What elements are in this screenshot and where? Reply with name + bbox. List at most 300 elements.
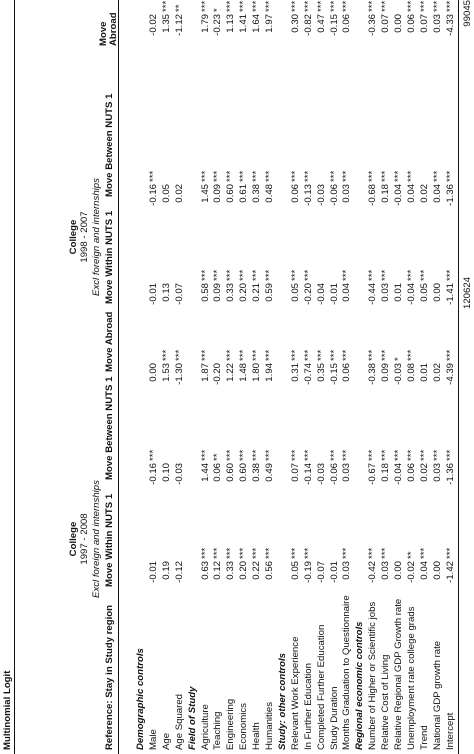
significance-stars: *** xyxy=(238,449,250,461)
table-cell xyxy=(367,156,378,213)
table-cell xyxy=(148,156,159,213)
coefficient: 1.44 xyxy=(199,463,211,482)
table-cell xyxy=(406,533,417,590)
coefficient: -1.36 xyxy=(444,184,456,206)
significance-stars: *** xyxy=(341,269,353,281)
reference-label: Reference: Stay in Study region xyxy=(104,604,115,750)
coefficient: -0.20 xyxy=(302,283,314,305)
coefficient: 0.00 xyxy=(393,561,404,580)
significance-stars: *** xyxy=(225,547,237,559)
coefficient: 0.02 xyxy=(173,184,185,203)
table-cell xyxy=(161,255,172,312)
coefficient: 0.18 xyxy=(380,463,392,482)
significance-stars: *** xyxy=(225,349,237,361)
coefficient: 0.33 xyxy=(225,561,237,580)
table-cell xyxy=(316,156,327,213)
significance-stars: *** xyxy=(264,547,275,559)
coefficient: 0.05 xyxy=(289,283,301,302)
table-cell xyxy=(264,0,275,43)
coefficient: 0.22 xyxy=(251,561,263,580)
coefficient: 1.41 xyxy=(238,14,250,33)
coefficient: 0.08 xyxy=(405,363,417,382)
table-cell xyxy=(212,335,223,392)
table-cell xyxy=(367,533,378,590)
coefficient: 0.04 xyxy=(431,184,443,203)
coefficient: 0.03 xyxy=(341,561,353,580)
table-cell xyxy=(445,255,456,312)
table-cell xyxy=(380,0,391,43)
coefficient: 0.49 xyxy=(264,463,275,482)
significance-stars xyxy=(393,0,404,14)
table-cell xyxy=(419,255,430,312)
significance-stars: *** xyxy=(367,349,379,361)
table-cell xyxy=(200,0,211,43)
section-header: Regional economic controls xyxy=(354,621,366,750)
significance-stars: *** xyxy=(418,269,430,281)
table-cell xyxy=(264,335,275,392)
table-cell xyxy=(303,0,314,43)
coefficient: -0.04 xyxy=(405,283,417,305)
coefficient: 0.09 xyxy=(380,363,392,382)
significance-stars: *** xyxy=(199,170,211,182)
significance-stars: *** xyxy=(302,170,314,182)
coefficient: 0.03 xyxy=(341,184,353,203)
coefficient: -0.03 xyxy=(315,184,327,206)
coefficient: -0.07 xyxy=(173,283,185,305)
row-label: Teaching xyxy=(212,711,224,750)
table-cell xyxy=(380,435,391,492)
significance-stars: *** xyxy=(147,170,159,182)
significance-stars: *** xyxy=(380,269,392,281)
coefficient: 1.35 xyxy=(160,14,172,33)
significance-stars: *** xyxy=(444,547,456,559)
significance-stars: *** xyxy=(238,170,250,182)
coefficient: 0.56 xyxy=(264,561,275,580)
row-label: Engineering xyxy=(225,698,237,750)
significance-stars xyxy=(316,255,327,283)
table-cell xyxy=(161,335,172,392)
row-label: Age xyxy=(160,732,172,750)
significance-stars: *** xyxy=(264,449,275,461)
significance-stars xyxy=(174,156,185,184)
table-cell xyxy=(380,335,391,392)
table-cell xyxy=(329,0,340,43)
significance-stars xyxy=(148,335,159,363)
table-cell xyxy=(290,156,301,213)
table-cell xyxy=(290,435,301,492)
coefficient: 0.05 xyxy=(160,184,172,203)
coefficient: -0.06 xyxy=(328,463,340,485)
table-cell xyxy=(316,255,327,312)
table-cell xyxy=(225,0,236,43)
table-cell xyxy=(419,0,430,43)
significance-stars: *** xyxy=(264,0,275,12)
significance-stars: *** xyxy=(380,170,392,182)
coefficient: -0.15 xyxy=(328,14,340,36)
significance-stars: *** xyxy=(225,0,237,12)
significance-stars: *** xyxy=(405,170,417,182)
coefficient: -0.67 xyxy=(367,463,379,485)
significance-stars: *** xyxy=(328,349,340,361)
col-header-4: Move Within NUTS 1 xyxy=(104,210,115,304)
coefficient: 0.58 xyxy=(199,283,211,302)
table-cell xyxy=(341,156,352,213)
table-cell xyxy=(445,435,456,492)
significance-stars: *** xyxy=(251,449,263,461)
significance-stars xyxy=(393,533,404,561)
coefficient: 0.59 xyxy=(264,283,275,302)
table-cell xyxy=(225,255,236,312)
significance-stars: *** xyxy=(302,269,314,281)
coefficient: 1.97 xyxy=(264,14,275,33)
table-cell xyxy=(251,533,262,590)
coefficient: 0.01 xyxy=(393,283,404,302)
coefficient: 0.00 xyxy=(431,283,443,302)
coefficient: 0.60 xyxy=(238,463,250,482)
coefficient: 0.20 xyxy=(238,561,250,580)
significance-stars: *** xyxy=(444,269,456,281)
significance-stars: *** xyxy=(341,349,353,361)
coefficient: -0.16 xyxy=(147,463,159,485)
coefficient: 0.09 xyxy=(212,184,224,203)
row-label: National GDP growth rate xyxy=(431,640,443,750)
significance-stars: *** xyxy=(160,349,172,361)
significance-stars xyxy=(316,156,327,184)
coefficient: -4.33 xyxy=(444,14,456,36)
col-header-3: Move Abroad xyxy=(104,311,115,372)
table-cell xyxy=(148,255,159,312)
table-cell xyxy=(419,435,430,492)
table-cell xyxy=(161,0,172,43)
significance-stars: *** xyxy=(212,170,224,182)
significance-stars: *** xyxy=(393,170,404,182)
coefficient: 0.06 xyxy=(405,463,417,482)
significance-stars: *** xyxy=(367,449,379,461)
table-cell xyxy=(251,255,262,312)
table-cell xyxy=(406,156,417,213)
table-cell xyxy=(303,335,314,392)
table-cell xyxy=(445,156,456,213)
coefficient: -0.01 xyxy=(147,561,159,583)
significance-stars: *** xyxy=(289,449,301,461)
significance-stars: *** xyxy=(367,269,379,281)
table-cell xyxy=(251,0,262,43)
coefficient: 0.02 xyxy=(418,463,430,482)
table-cell xyxy=(161,156,172,213)
significance-stars: *** xyxy=(251,170,263,182)
row-label: Trend xyxy=(418,725,430,750)
significance-stars: *** xyxy=(302,547,314,559)
table-cell xyxy=(341,255,352,312)
table-cell xyxy=(380,255,391,312)
table-cell xyxy=(290,255,301,312)
table-cell xyxy=(393,255,404,312)
table-cell xyxy=(200,255,211,312)
significance-stars: *** xyxy=(147,449,159,461)
table-cell xyxy=(367,435,378,492)
table-cell xyxy=(212,0,223,43)
table-cell xyxy=(264,156,275,213)
coefficient: 1.64 xyxy=(251,14,263,33)
table-cell xyxy=(290,533,301,590)
significance-stars: *** xyxy=(238,0,250,12)
coefficient: 0.06 xyxy=(289,184,301,203)
coefficient: 1.87 xyxy=(199,363,211,382)
table-cell xyxy=(432,435,443,492)
group2-years: 1998 - 2007 xyxy=(79,211,90,263)
coefficient: -0.68 xyxy=(367,184,379,206)
significance-stars: *** xyxy=(341,449,353,461)
significance-stars: *** xyxy=(212,547,224,559)
coefficient: 0.21 xyxy=(251,283,263,302)
table-cell xyxy=(212,156,223,213)
coefficient: 0.38 xyxy=(251,463,263,482)
significance-stars: ** xyxy=(173,4,185,12)
coefficient: 0.02 xyxy=(431,363,443,382)
header-rule xyxy=(118,0,119,754)
significance-stars: *** xyxy=(405,269,417,281)
coefficient: -0.07 xyxy=(315,561,327,583)
significance-stars: *** xyxy=(444,349,456,361)
significance-stars: *** xyxy=(380,349,392,361)
group1-note: Excl foreign and internships xyxy=(91,480,102,598)
table-cell xyxy=(264,533,275,590)
significance-stars: *** xyxy=(264,349,275,361)
coefficient: 0.07 xyxy=(380,14,392,33)
significance-stars: * xyxy=(393,357,404,361)
significance-stars: *** xyxy=(225,449,237,461)
significance-stars xyxy=(174,435,185,463)
group2-note: Excl foreign and internships xyxy=(91,178,102,296)
significance-stars xyxy=(161,533,172,561)
coefficient: 0.01 xyxy=(418,363,430,382)
coefficient: -1.36 xyxy=(444,463,456,485)
significance-stars: *** xyxy=(341,170,353,182)
significance-stars: *** xyxy=(328,170,340,182)
table-cell xyxy=(225,435,236,492)
coefficient: -0.15 xyxy=(328,363,340,385)
coefficient: -0.44 xyxy=(367,283,379,305)
table-cell xyxy=(341,0,352,43)
table-cell xyxy=(432,335,443,392)
section-header: Field of Study xyxy=(186,686,198,750)
table-cell xyxy=(432,156,443,213)
significance-stars: *** xyxy=(341,547,353,559)
table-cell xyxy=(432,0,443,43)
row-label: Male xyxy=(147,729,159,750)
coefficient: 1.79 xyxy=(199,14,211,33)
table-cell xyxy=(432,255,443,312)
coefficient: -0.36 xyxy=(367,14,379,36)
coefficient: 0.30 xyxy=(289,14,301,33)
row-label: Completed Further Education xyxy=(315,624,327,750)
coefficient: 0.03 xyxy=(431,463,443,482)
significance-stars: *** xyxy=(251,547,263,559)
row-label: Agriculture xyxy=(199,704,211,750)
table-cell xyxy=(406,435,417,492)
table-cell xyxy=(445,335,456,392)
table-cell xyxy=(329,156,340,213)
row-label: Study Duration xyxy=(328,686,340,750)
table-cell xyxy=(329,533,340,590)
coefficient: 0.35 xyxy=(315,363,327,382)
table-cell xyxy=(341,533,352,590)
coefficient: 0.60 xyxy=(225,463,237,482)
table-cell xyxy=(200,533,211,590)
table-cell xyxy=(367,0,378,43)
coefficient: 0.03 xyxy=(341,463,353,482)
significance-stars: *** xyxy=(418,449,430,461)
group1-name: College xyxy=(68,521,79,557)
table-cell xyxy=(303,156,314,213)
table-cell xyxy=(393,533,404,590)
coefficient: 1.53 xyxy=(160,363,172,382)
coefficient: -0.01 xyxy=(328,561,340,583)
significance-stars: *** xyxy=(418,0,430,12)
coefficient: -1.12 xyxy=(173,14,185,36)
table-cell xyxy=(238,156,249,213)
table-cell xyxy=(419,156,430,213)
bottom-rule xyxy=(458,0,459,754)
top-rule xyxy=(14,0,15,754)
significance-stars: *** xyxy=(173,349,185,361)
table-cell xyxy=(212,533,223,590)
row-label: In Further Education xyxy=(302,663,314,750)
table-cell xyxy=(290,0,301,43)
table-cell xyxy=(200,435,211,492)
significance-stars: *** xyxy=(238,349,250,361)
footer-n2: 99045 xyxy=(462,0,473,27)
coefficient: -0.13 xyxy=(302,184,314,206)
coefficient: -4.39 xyxy=(444,363,456,385)
table-cell xyxy=(316,533,327,590)
coefficient: -0.06 xyxy=(328,184,340,206)
table-cell xyxy=(225,156,236,213)
significance-stars: *** xyxy=(315,349,327,361)
coefficient: 0.06 xyxy=(405,14,417,33)
significance-stars: *** xyxy=(225,170,237,182)
coefficient: 0.47 xyxy=(315,14,327,33)
coefficient: 0.61 xyxy=(238,184,250,203)
significance-stars: *** xyxy=(380,449,392,461)
table-cell xyxy=(251,156,262,213)
significance-stars xyxy=(161,255,172,283)
significance-stars: * xyxy=(212,8,224,12)
significance-stars: *** xyxy=(405,0,417,12)
row-label: Number of Higher or Scientific jobs xyxy=(367,601,379,750)
significance-stars xyxy=(432,335,443,363)
significance-stars: *** xyxy=(199,0,211,12)
table-cell xyxy=(393,0,404,43)
table-cell xyxy=(419,335,430,392)
table-cell xyxy=(148,435,159,492)
significance-stars: *** xyxy=(264,170,275,182)
significance-stars: *** xyxy=(289,269,301,281)
coefficient: -0.38 xyxy=(367,363,379,385)
table-cell xyxy=(225,335,236,392)
coefficient: 0.02 xyxy=(418,184,430,203)
coefficient: -0.01 xyxy=(328,283,340,305)
significance-stars xyxy=(174,533,185,561)
significance-stars: *** xyxy=(444,0,456,12)
coefficient: 0.63 xyxy=(199,561,211,580)
coefficient: 0.38 xyxy=(251,184,263,203)
coefficient: -0.04 xyxy=(315,283,327,305)
significance-stars: ** xyxy=(212,453,224,461)
col-header-6-line1: Move xyxy=(98,21,109,46)
table-cell xyxy=(174,255,185,312)
table-cell xyxy=(406,255,417,312)
coefficient: -1.41 xyxy=(444,283,456,305)
significance-stars: *** xyxy=(289,349,301,361)
significance-stars: *** xyxy=(251,269,263,281)
significance-stars: *** xyxy=(289,170,301,182)
significance-stars: *** xyxy=(199,349,211,361)
group2-name: College xyxy=(68,219,79,255)
coefficient: 0.06 xyxy=(341,14,353,33)
significance-stars xyxy=(161,435,172,463)
significance-stars xyxy=(316,533,327,561)
significance-stars: *** xyxy=(289,547,301,559)
significance-stars: *** xyxy=(418,547,430,559)
coefficient: 0.18 xyxy=(380,184,392,203)
coefficient: 0.00 xyxy=(393,14,404,33)
coefficient: -0.03 xyxy=(393,363,404,385)
table-cell xyxy=(329,255,340,312)
coefficient: -1.30 xyxy=(173,363,185,385)
coefficient: 0.48 xyxy=(264,184,275,203)
coefficient: 0.04 xyxy=(405,184,417,203)
col-header-5: Move Between NUTS 1 xyxy=(104,93,115,197)
significance-stars: *** xyxy=(302,449,314,461)
section-header: Study: other controls xyxy=(276,652,288,750)
coefficient: -0.01 xyxy=(147,283,159,305)
coefficient: -0.20 xyxy=(212,363,224,385)
row-label: Health xyxy=(251,722,263,750)
significance-stars xyxy=(148,255,159,283)
table-cell xyxy=(264,255,275,312)
table-cell xyxy=(406,335,417,392)
significance-stars: *** xyxy=(431,449,443,461)
coefficient: 0.03 xyxy=(431,14,443,33)
significance-stars: *** xyxy=(328,0,340,12)
coefficient: 0.31 xyxy=(289,363,301,382)
coefficient: 0.00 xyxy=(147,363,159,382)
table-cell xyxy=(367,335,378,392)
significance-stars: ** xyxy=(405,551,417,559)
significance-stars: *** xyxy=(380,0,392,12)
coefficient: -0.42 xyxy=(367,561,379,583)
table-cell xyxy=(303,255,314,312)
coefficient: 0.07 xyxy=(418,14,430,33)
table-cell xyxy=(148,533,159,590)
significance-stars xyxy=(432,533,443,561)
coefficient: 0.00 xyxy=(431,561,443,580)
col-header-6-line2: Abroad xyxy=(108,12,119,46)
coefficient: 0.09 xyxy=(212,283,224,302)
table-cell xyxy=(406,0,417,43)
table-cell xyxy=(238,255,249,312)
row-label: Unemployment rate college grads xyxy=(405,606,417,750)
coefficient: -0.16 xyxy=(147,184,159,206)
table-cell xyxy=(393,435,404,492)
significance-stars: *** xyxy=(444,170,456,182)
significance-stars: *** xyxy=(367,547,379,559)
coefficient: 0.19 xyxy=(160,561,172,580)
coefficient: -0.74 xyxy=(302,363,314,385)
coefficient: -0.03 xyxy=(173,463,185,485)
table-cell xyxy=(264,435,275,492)
